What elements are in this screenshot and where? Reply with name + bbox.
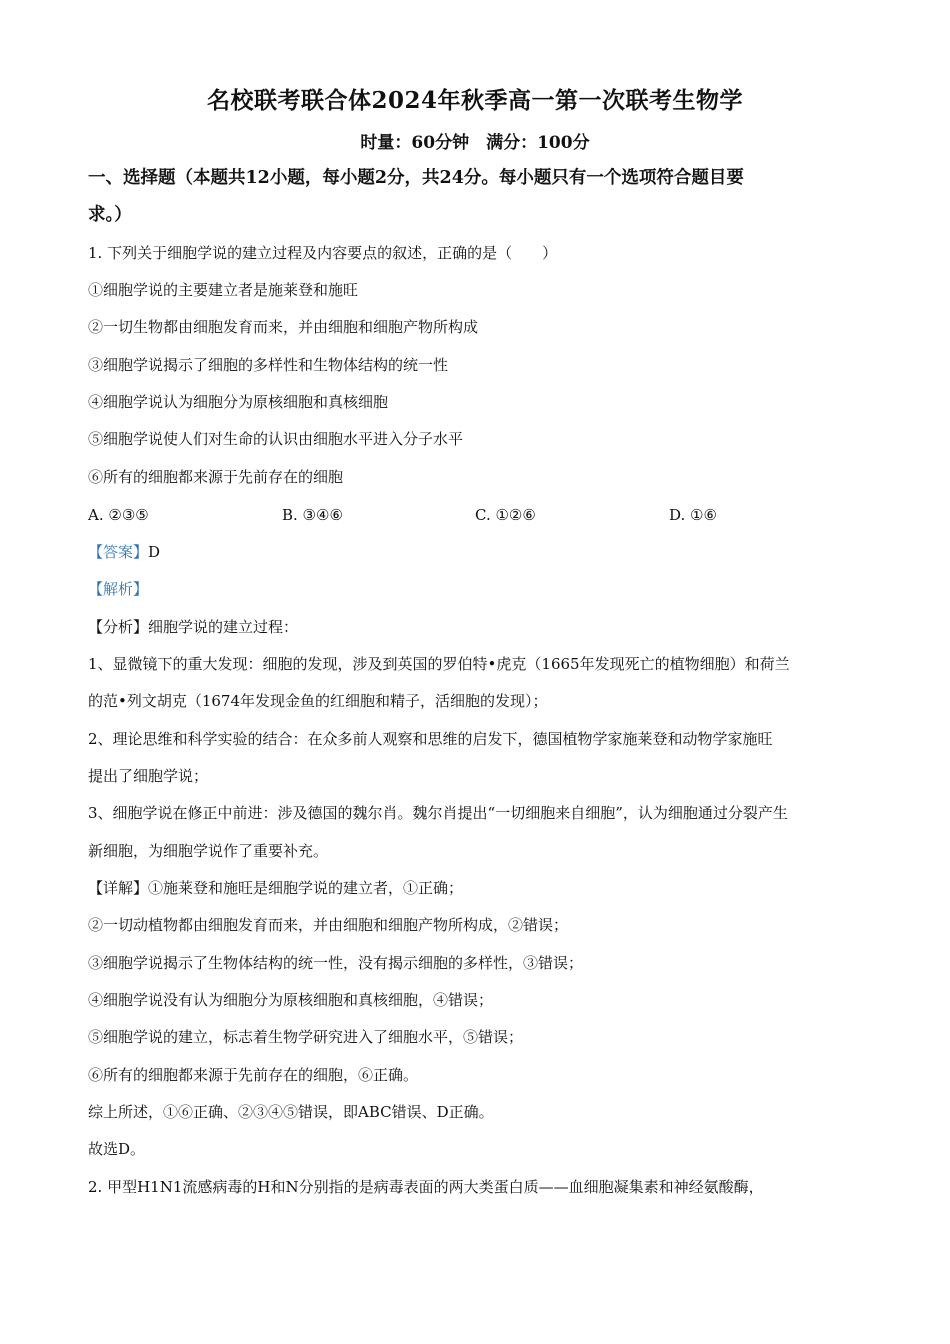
detail-line-4: ④细胞学说没有认为细胞分为原核细胞和真核细胞，④错误； bbox=[88, 991, 494, 1009]
section-heading-line-1: 一、选择题（本题共12小题，每小题2分，共24分。每小题只有一个选项符合题目要 bbox=[88, 168, 744, 188]
fenxi-text: 细胞学说的建立过程： bbox=[148, 618, 299, 636]
fenxi-label: 【分析】 bbox=[88, 618, 149, 636]
analysis-line-5: 3、细胞学说在修正中前进：涉及德国的魏尔肖。魏尔肖提出“一切细胞来自细胞”，认为细胞通过分裂产生 bbox=[88, 804, 788, 822]
section-heading bbox=[88, 160, 868, 234]
question-1-stem: 1. 下列关于细胞学说的建立过程及内容要点的叙述，正确的是（ ） bbox=[88, 244, 558, 262]
statement-3: ③细胞学说揭示了细胞的多样性和生物体结构的统一性 bbox=[88, 356, 449, 374]
statement-4: ④细胞学说认为细胞分为原核细胞和真核细胞 bbox=[88, 393, 389, 411]
detail-line-3: ③细胞学说揭示了生物体结构的统一性，没有揭示细胞的多样性，③错误； bbox=[88, 954, 584, 972]
detail-line-6: ⑥所有的细胞都来源于先前存在的细胞，⑥正确。 bbox=[88, 1066, 419, 1084]
statement-5: ⑤细胞学说使人们对生命的认识由细胞水平进入分子水平 bbox=[88, 430, 464, 448]
analysis-line-1: 1、显微镜下的重大发现：细胞的发现，涉及到英国的罗伯特•虎克（1665年发现死亡的植物细胞）和荷兰 bbox=[88, 655, 790, 673]
option-d: D. ①⑥ bbox=[669, 506, 717, 524]
answer-value: D bbox=[148, 543, 161, 561]
analysis-heading bbox=[88, 579, 878, 599]
analysis-label: 【解析】 bbox=[88, 580, 149, 598]
exam-info: 时量：60分钟 满分：100分 bbox=[360, 133, 590, 153]
answer-line bbox=[88, 542, 878, 562]
choice-line: 故选D。 bbox=[88, 1140, 146, 1158]
option-b: B. ③④⑥ bbox=[282, 506, 343, 524]
analysis-line-6: 新细胞，为细胞学说作了重要补充。 bbox=[88, 842, 329, 860]
summary-line: 综上所述，①⑥正确、②③④⑤错误，即ABC错误、D正确。 bbox=[88, 1103, 494, 1121]
statement-6: ⑥所有的细胞都来源于先前存在的细胞 bbox=[88, 468, 344, 486]
statement-1: ①细胞学说的主要建立者是施莱登和施旺 bbox=[88, 281, 359, 299]
page-title: 名校联考联合体2024年秋季高一第一次联考生物学 bbox=[206, 87, 743, 114]
analysis-line-3: 2、理论思维和科学实验的结合：在众多前人观察和思维的启发下，德国植物学家施莱登和动物学家施旺 bbox=[88, 730, 773, 748]
section-heading-line-2: 求。） bbox=[88, 205, 132, 225]
detail-line-2: ②一切动植物都由细胞发育而来，并由细胞和细胞产物所构成，②错误； bbox=[88, 916, 569, 934]
fenxi-line bbox=[88, 617, 878, 637]
statement-2: ②一切生物都由细胞发育而来，并由细胞和细胞产物所构成 bbox=[88, 318, 479, 336]
option-a: A. ②③⑤ bbox=[88, 506, 149, 524]
detail-line-first bbox=[88, 878, 878, 898]
option-c: C. ①②⑥ bbox=[475, 506, 536, 524]
detail-first-text: ①施莱登和施旺是细胞学说的建立者，①正确； bbox=[148, 879, 464, 897]
answer-label: 【答案】 bbox=[88, 543, 149, 561]
detail-label: 【详解】 bbox=[88, 879, 149, 897]
analysis-line-4: 提出了细胞学说； bbox=[88, 767, 209, 785]
question-2-stem: 2. 甲型H1N1流感病毒的H和N分别指的是病毒表面的两大类蛋白质——血细胞凝集素和神经氨酸酶， bbox=[88, 1178, 764, 1196]
detail-line-5: ⑤细胞学说的建立，标志着生物学研究进入了细胞水平，⑤错误； bbox=[88, 1028, 524, 1046]
analysis-line-2: 的范•列文胡克（1674年发现金鱼的红细胞和精子，活细胞的发现）； bbox=[88, 692, 548, 710]
